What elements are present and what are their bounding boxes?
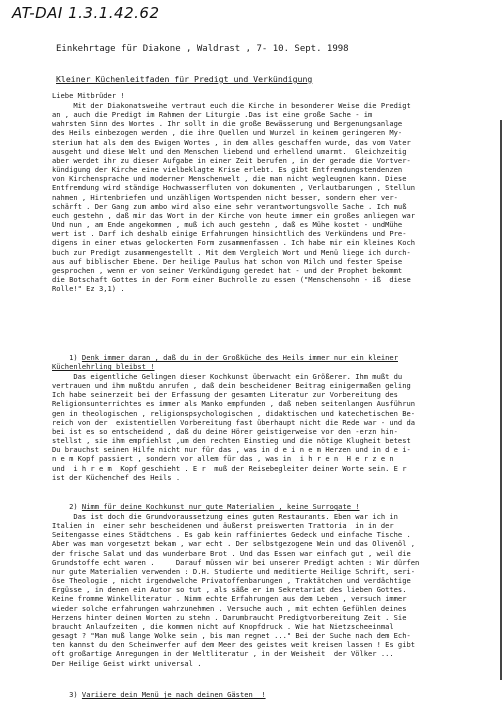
text-line: buch zur Predigt zusammengestellt . Mit dem Vergleich Wort und Menü liege ich durch-: [52, 247, 411, 257]
text-line: Keine fromme Winkelliteratur . Nimm echte Erfahrungen aus dem Leben , versuch immer: [52, 594, 407, 604]
text-line: n e m Kopf passiert , sondern vor allem für das , was in i h r e n H e r z e n: [52, 454, 394, 464]
text-line: Rolle!" Ez 3,1) .: [52, 284, 125, 294]
text-line: nahmen , Hirtenbriefen und unzähligen Wortspenden nicht besser, sondern eher ver-: [52, 192, 398, 202]
section-1-title-line1: Denk immer daran , daß du in der Großküche des Heils immer nur ein kleiner: [81, 353, 398, 362]
section-1-number: 1): [69, 353, 78, 362]
text-line: Herzens hinter deinen Worten zu stehn . Darumbraucht Predigtvorbereitung Zeit . Sie: [52, 612, 407, 622]
text-line: nur gute Materialien verwenden : D.H. Studierte und meditierte Heilige Schrift, seri-: [52, 566, 416, 576]
section-1-title-line2: Küchenlehrling bleibst !: [52, 362, 155, 372]
section-3-title: Variiere dein Menü je nach deinen Gästen !: [81, 690, 266, 699]
section-1-heading: [52, 353, 498, 371]
text-line: vertrauen und ihm mußtdu anrufen , daß dein bescheidener Beitrag einigermaßen geling: [52, 381, 411, 391]
section-2-number: 2): [69, 502, 78, 511]
text-line: Ich habe seinerzeit bei der Erfassung der gesamten Literatur zur Vorbereitung des: [52, 390, 398, 400]
text-line: aus auf biblischer Ebene. Der heilige Paulus hat schon von Milch und fester Speise: [52, 256, 403, 266]
text-line: schärft . Der Gang zum ambo wird also eine sehr verantwortungsvolle Sache . Ich muß: [52, 201, 407, 211]
text-line: Und nun , am Ende angekommen , muß ich auch gestehn , daß es Mühe kostet - undMühe: [52, 220, 403, 230]
text-line: wieder solche erfahrungen wahrzunehmen . Versuche auch , mit echten Gefühlen deines: [52, 603, 407, 613]
text-line: Entfremdung wird ständige Hochwasserfluten von dokumenten , Verlautbarungen , Stellun: [52, 183, 416, 193]
text-line: digens in einer etwas gelockerten Form zusammenfassen . Ich habe mir ein kleines Koch: [52, 238, 416, 248]
intro-paragraph: [52, 101, 498, 293]
text-line: sterium hat als dem des Ewigen Wortes , in dem alles geschaffen wurde, das vom Vater: [52, 137, 411, 147]
text-line: gesprochen , wenn er von seiner Verkündigung geredet hat - und der Prophet bekommt: [52, 265, 403, 275]
text-line: gen in theologischen , religionspsychologischen , didaktischen und katechetischen Be-: [52, 408, 416, 418]
text-line: oft großartige Anregungen in der Weltliteratur , in der Weisheit der Völker ...: [52, 649, 394, 659]
text-line: gesagt ? "Man muß lange Wolke sein , bis man regnet ..." Bei der Suche nach dem Ech-: [52, 631, 411, 641]
text-line: von Kirchensprache und moderner Menschenwelt , die man nicht wegleugnen kann. Diese: [52, 174, 407, 184]
document-header: Einkehrtage für Diakone , Waldrast , 7- 10. Sept. 1998: [56, 44, 349, 54]
text-line: ausgeht und diese Welt und den Menschen liebend und erhellend umarmt. Gleichzeitig: [52, 146, 407, 156]
text-line: Das eigentliche Gelingen dieser Kochkunst überwacht ein Größerer. Ihm mußt du: [52, 372, 403, 381]
section-2-body: [52, 512, 498, 668]
text-line: die Botschaft Gottes in der Form einer Buchrolle zu essen ("Menschensohn - iß diese: [52, 274, 411, 284]
text-line: euch gestehn , daß mir das Wort in der Kirche von heute immer ein großes anliegen war: [52, 210, 416, 220]
text-line: öse Theologie , nicht irgendwelche Privatoffenbarungen , Traktätchen und verdächtige: [52, 576, 411, 586]
salutation: Liebe Mitbrüder !: [52, 91, 125, 100]
text-line: reich von der existentiellen Vorbereitung fast überhaupt nicht die Rede war - und da: [52, 417, 416, 427]
text-line: wert ist . Darf ich deshalb einige Erfahrungen hinsichtlich des Verkündens und Pre-: [52, 229, 407, 239]
text-line: Das ist doch die Grundvoraussetzung eines guten Restaurants. Eben war ich in: [52, 512, 398, 521]
text-line: und i h r e m Kopf geschieht . E r muß der Reisebegleiter deiner Worte sein. E r: [52, 463, 407, 473]
text-line: Grundstoffe echt waren . Darauf müssen wir bei unserer Predigt achten : Wir dürfen: [52, 557, 420, 567]
text-line: Seitengasse eines Städtchens . Es gab kein raffiniertes Gedeck und einfache Tische .: [52, 530, 411, 540]
text-line: braucht Anlaufzeiten , die kommen nicht auf Knopfdruck . Wie hat Nietzscheeinmal: [52, 621, 394, 631]
section-2-heading: [52, 502, 498, 511]
text-line: wahrsten Sinn des Wortes . Ihr sollt in die große Bewässerung und Bergenungsanlage: [52, 119, 403, 129]
text-line: kündigung der Kirche eine vielbeklagte Krise erlebt. Es gibt Entfremdungstendenzen: [52, 165, 403, 175]
text-line: ten kannst du den Scheinwerfer auf dem Meer des geistes weit kreisen lassen ! Es gibt: [52, 640, 416, 650]
text-line: an , auch die Predigt im Rahmen der Liturgie .Das ist eine große Sache - im: [52, 110, 373, 120]
text-line: Mit der Diakonatsweihe vertraut euch die Kirche in besonderer Weise die Predigt: [52, 101, 411, 110]
section-2-title: Nimm für deine Kochkunst nur gute Materialien , keine Surrogate !: [81, 502, 360, 511]
section-3-heading: [52, 690, 498, 699]
text-line: stellst , sie ihm empfiehlst ,um den rechten Einstieg und die nötige Klugheit betest: [52, 436, 411, 446]
text-line: der frische Salat und das wunderbare Brot . Und das Essen war einfach gut , weil die: [52, 548, 411, 558]
text-line: Aber was man vorgesetzt bekam , war echt . Der selbstgezogene Wein und das Olivenöl ,: [52, 539, 416, 549]
text-line: Du brauchst seinen Hilfe nicht nur für das , was in d e i n e m Herzen und in d e i-: [52, 445, 411, 455]
text-line: Der Heilige Geist wirkt universal .: [52, 658, 202, 668]
text-line: Ergüsse , in denen ein Autor so tut , als säße er im Sekretariat des lieben Gottes.: [52, 585, 407, 595]
section-1-body: [52, 372, 498, 482]
text-line: Religionsunterrichtes es immer als Manko empfunden , daß neben seitenlangen Ausführun: [52, 399, 416, 409]
text-line: Italien in einer sehr bescheidenen und äußerst preiswerten Trattoria in in der: [52, 521, 394, 531]
text-line: des Heils einbezogen werden , die ihre Quellen und Wurzel in keinem geringeren My-: [52, 128, 403, 138]
document-title: Kleiner Küchenleitfaden für Predigt und Verkündigung: [56, 74, 313, 84]
archive-signature: AT-DAI 1.3.1.42.62: [12, 4, 160, 22]
section-3-number: 3): [69, 690, 78, 699]
text-line: ist der Küchenchef des Heils .: [52, 472, 181, 482]
text-line: bei ist es so entscheidend , daß du deine Hörer geistigerweise vor den -erzn hin-: [52, 426, 398, 436]
text-line: aber werdet ihr zu dieser Aufgabe in einer Zeit berufen , in der gerade die Vortver-: [52, 155, 411, 165]
scan-edge-line: [500, 120, 502, 680]
